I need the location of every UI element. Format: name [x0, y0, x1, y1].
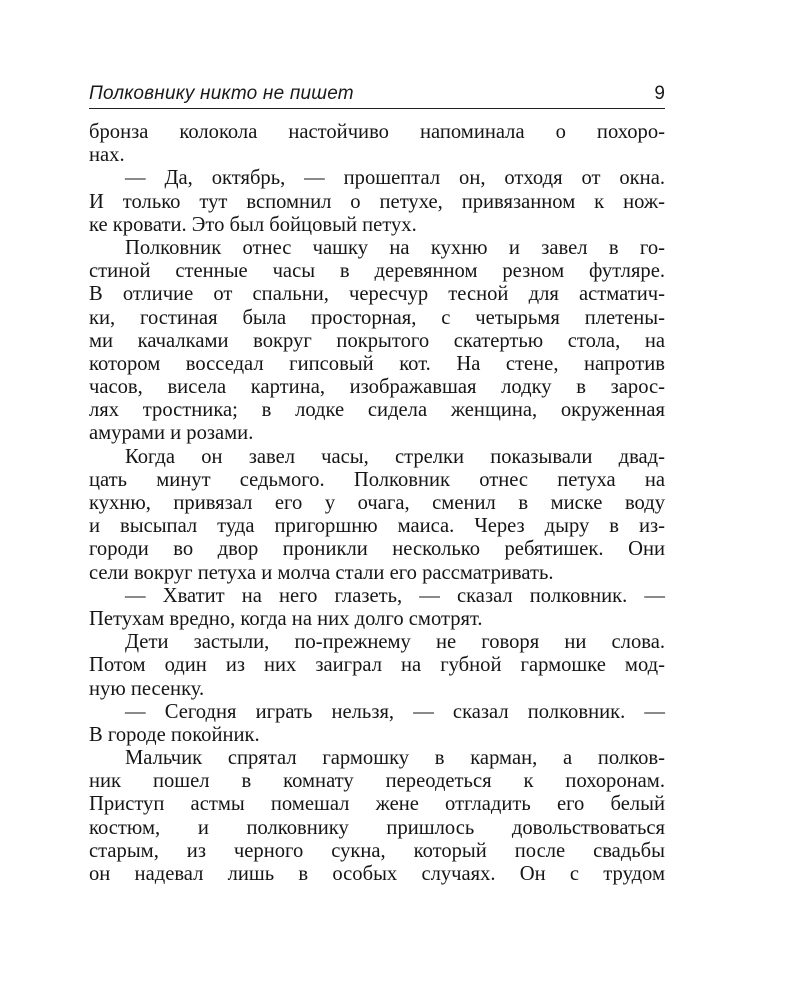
text-line: старым, из черного сукна, который после свадьбы: [89, 839, 665, 862]
text-line: лях тростника; в лодке сидела женщина, окруженная: [89, 399, 665, 422]
text-line: он надевал лишь в особых случаях. Он с трудом: [89, 863, 665, 885]
text-line: амурами и розами.: [89, 422, 254, 445]
text-line: Полковник отнес чашку на кухню и завел в го-: [125, 236, 665, 259]
page-number: 9: [654, 83, 665, 104]
text-line: Дети застыли, по-прежнему не говоря ни слова.: [125, 631, 665, 654]
text-line: Приступ астмы помешал жене отгладить его белый: [89, 793, 665, 816]
text-line: кухню, привязал его у очага, сменил в миске воду: [89, 492, 665, 514]
text-line: городи во двор проникли несколько ребятишек. Они: [89, 538, 665, 561]
text-line: ми качалками вокруг покрытого скатертью стола, на: [89, 329, 665, 352]
text-line: нах.: [89, 144, 125, 167]
text-line: В городе покойник.: [89, 723, 260, 746]
text-line: В отличие от спальни, чересчур тесной для астматич-: [89, 283, 665, 306]
text-line: и высыпал туда пригоршню маиса. Через дыру в из-: [89, 515, 665, 538]
text-line: часов, висела картина, изображавшая лодку в зарос-: [89, 376, 665, 399]
body-text: [89, 121, 665, 886]
running-title: Полковнику никто не пишет: [89, 83, 354, 104]
text-line: Петухам вредно, когда на них долго смотрят.: [89, 607, 483, 630]
text-line: — Да, октябрь, — прошептал он, отходя от окна.: [125, 167, 665, 190]
text-line: И только тут вспомнил о петухе, привязанном к нож-: [89, 190, 665, 213]
text-line: котором восседал гипсовый кот. На стене, напротив: [89, 352, 665, 375]
text-line: Мальчик спрятал гармошку в карман, а полков-: [125, 747, 665, 770]
text-line: ную песенку.: [89, 677, 205, 700]
text-line: стиной стенные часы в деревянном резном футляре.: [89, 260, 665, 283]
text-line: ник пошел в комнату переодеться к похоронам.: [89, 770, 665, 793]
text-line: Когда он завел часы, стрелки показывали двад-: [125, 445, 665, 468]
text-line: цать минут седьмого. Полковник отнес петуха на: [89, 468, 665, 491]
text-line: Потом один из них заиграл на губной гармошке мод-: [89, 654, 665, 677]
text-line: сели вокруг петуха и молча стали его рассматривать.: [89, 561, 554, 584]
text-line: костюм, и полковнику пришлось довольствоваться: [89, 816, 665, 839]
text-line: — Хватит на него глазеть, — сказал полковник. —: [125, 584, 665, 607]
text-line: — Сегодня играть нельзя, — сказал полковник. —: [125, 700, 665, 723]
text-line: ки, гостиная была просторная, с четырьмя плетены-: [89, 306, 665, 329]
text-line: бронза колокола настойчиво напоминала о похоро-: [89, 121, 665, 143]
running-head: [89, 82, 665, 109]
text-line: ке кровати. Это был бойцовый петух.: [89, 213, 417, 236]
